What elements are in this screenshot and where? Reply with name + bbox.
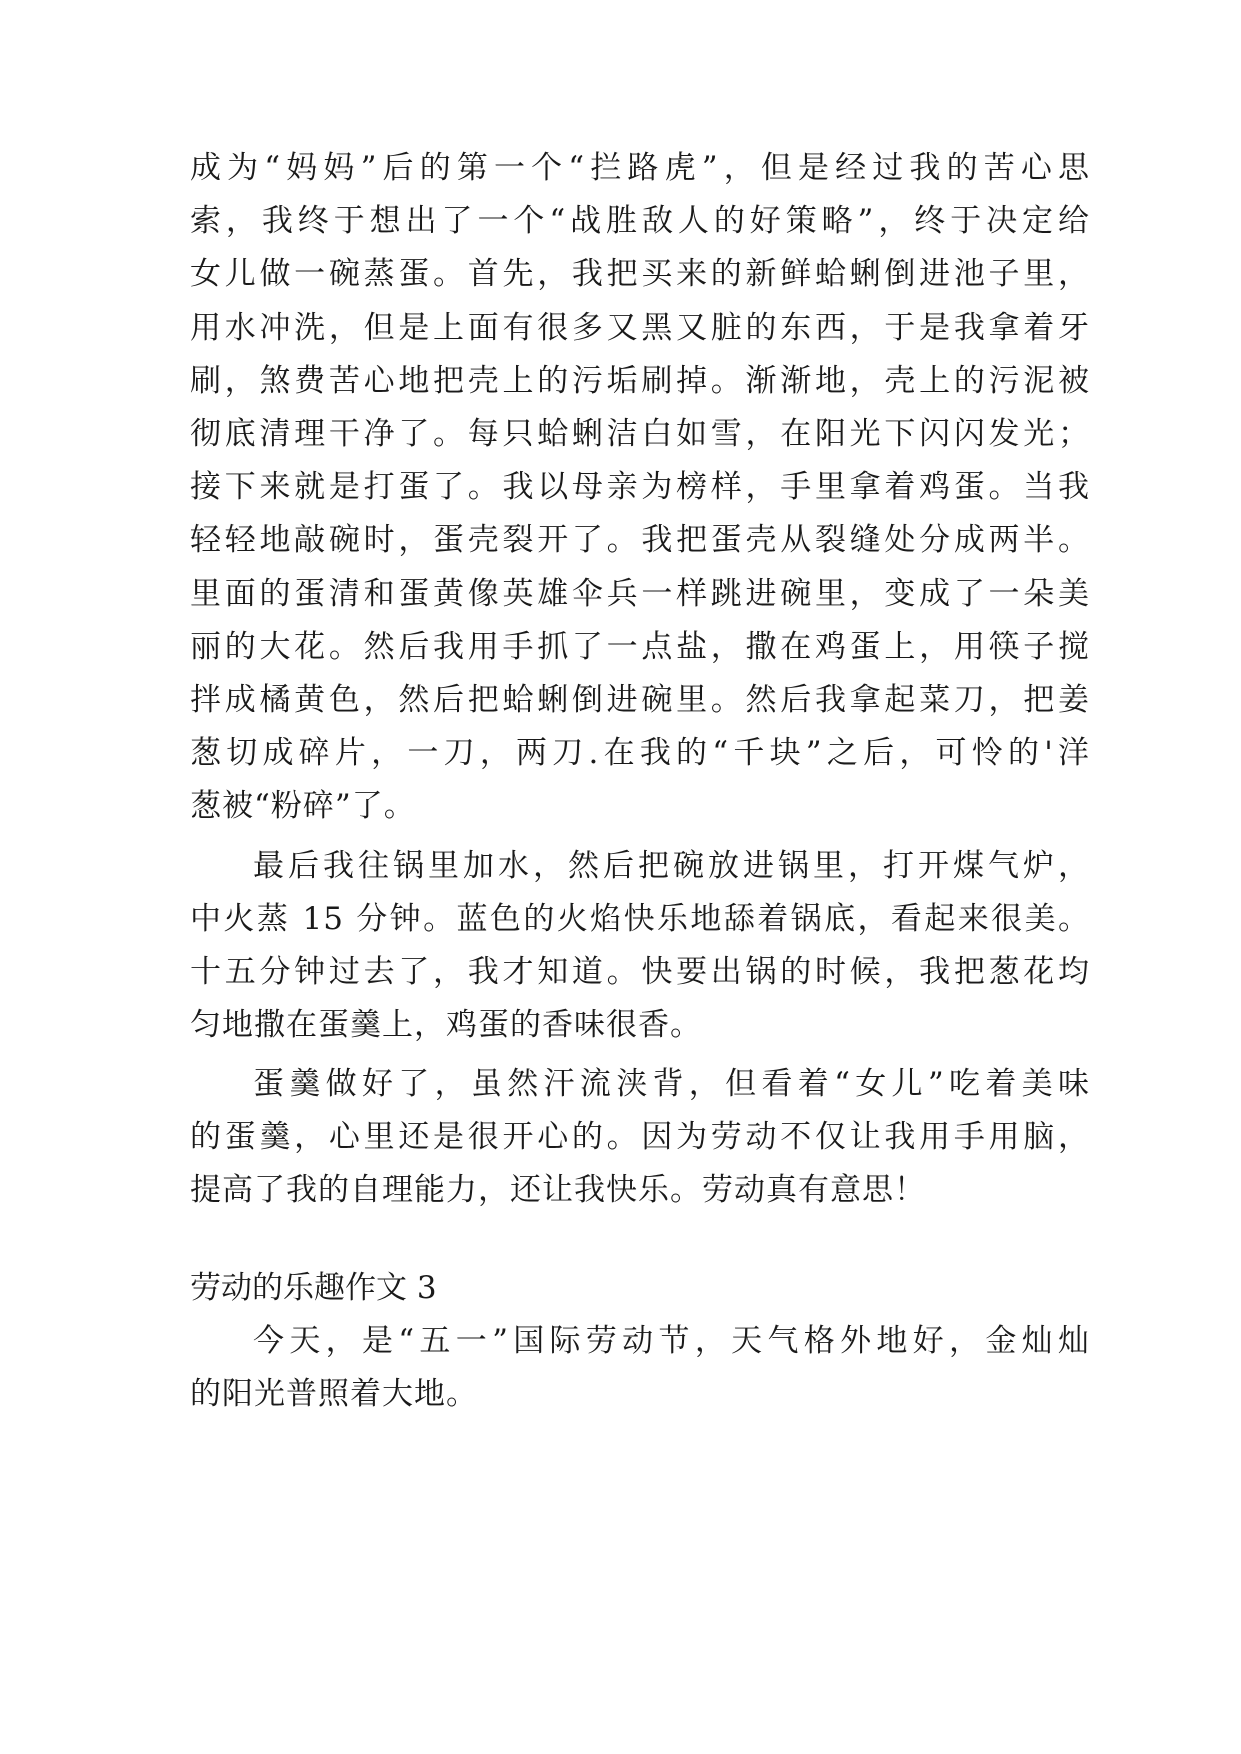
section-title: 劳动的乐趣作文 3 (190, 1270, 437, 1306)
paragraph-3-line-1: 蛋羹做好了，虽然汗流浃背，但看着“女儿”吃着美味 (253, 1066, 1090, 1102)
paragraph-1-line-1: 成为“妈妈”后的第一个“拦路虎”，但是经过我的苦心思 (190, 150, 1090, 186)
paragraph-4-line-1: 今天，是“五一”国际劳动节，天气格外地好，金灿灿 (253, 1323, 1090, 1359)
paragraph-2-line-4: 匀地撒在蛋羹上，鸡蛋的香味很香。 (190, 1007, 702, 1043)
paragraph-1-line-12: 葱切成碎片，一刀，两刀.在我的“千块”之后，可怜的'洋 (190, 735, 1090, 771)
paragraph-1-line-4: 用水冲洗，但是上面有很多又黑又脏的东西，于是我拿着牙 (190, 310, 1090, 346)
paragraph-1-line-2: 索，我终于想出了一个“战胜敌人的好策略”，终于决定给 (190, 203, 1090, 239)
paragraph-1-line-7: 接下来就是打蛋了。我以母亲为榜样，手里拿着鸡蛋。当我 (190, 469, 1090, 505)
paragraph-2-line-3: 十五分钟过去了，我才知道。快要出锅的时候，我把葱花均 (190, 954, 1090, 990)
paragraph-2-line-2: 中火蒸 15 分钟。蓝色的火焰快乐地舔着锅底，看起来很美。 (190, 901, 1090, 937)
paragraph-3-line-3: 提高了我的自理能力，还让我快乐。劳动真有意思！ (190, 1172, 926, 1208)
paragraph-1-line-3: 女儿做一碗蒸蛋。首先，我把买来的新鲜蛤蜊倒进池子里， (190, 256, 1090, 292)
paragraph-1-line-8: 轻轻地敲碗时，蛋壳裂开了。我把蛋壳从裂缝处分成两半。 (190, 522, 1090, 558)
paragraph-1-line-13: 葱被“粉碎”了。 (190, 788, 416, 824)
paragraph-1-line-9: 里面的蛋清和蛋黄像英雄伞兵一样跳进碗里，变成了一朵美 (190, 576, 1090, 612)
paragraph-1-line-6: 彻底清理干净了。每只蛤蜊洁白如雪，在阳光下闪闪发光； (190, 416, 1090, 452)
paragraph-1-line-5: 刷，煞费苦心地把壳上的污垢刷掉。渐渐地，壳上的污泥被 (190, 363, 1090, 399)
paragraph-4-line-2: 的阳光普照着大地。 (190, 1376, 478, 1412)
paragraph-3-line-2: 的蛋羹，心里还是很开心的。因为劳动不仅让我用手用脑， (190, 1119, 1090, 1155)
paragraph-1-line-10: 丽的大花。然后我用手抓了一点盐，撒在鸡蛋上，用筷子搅 (190, 629, 1090, 665)
paragraph-1-line-11: 拌成橘黄色，然后把蛤蜊倒进碗里。然后我拿起菜刀，把姜 (190, 682, 1090, 718)
paragraph-2-line-1: 最后我往锅里加水，然后把碗放进锅里，打开煤气炉， (253, 848, 1090, 884)
